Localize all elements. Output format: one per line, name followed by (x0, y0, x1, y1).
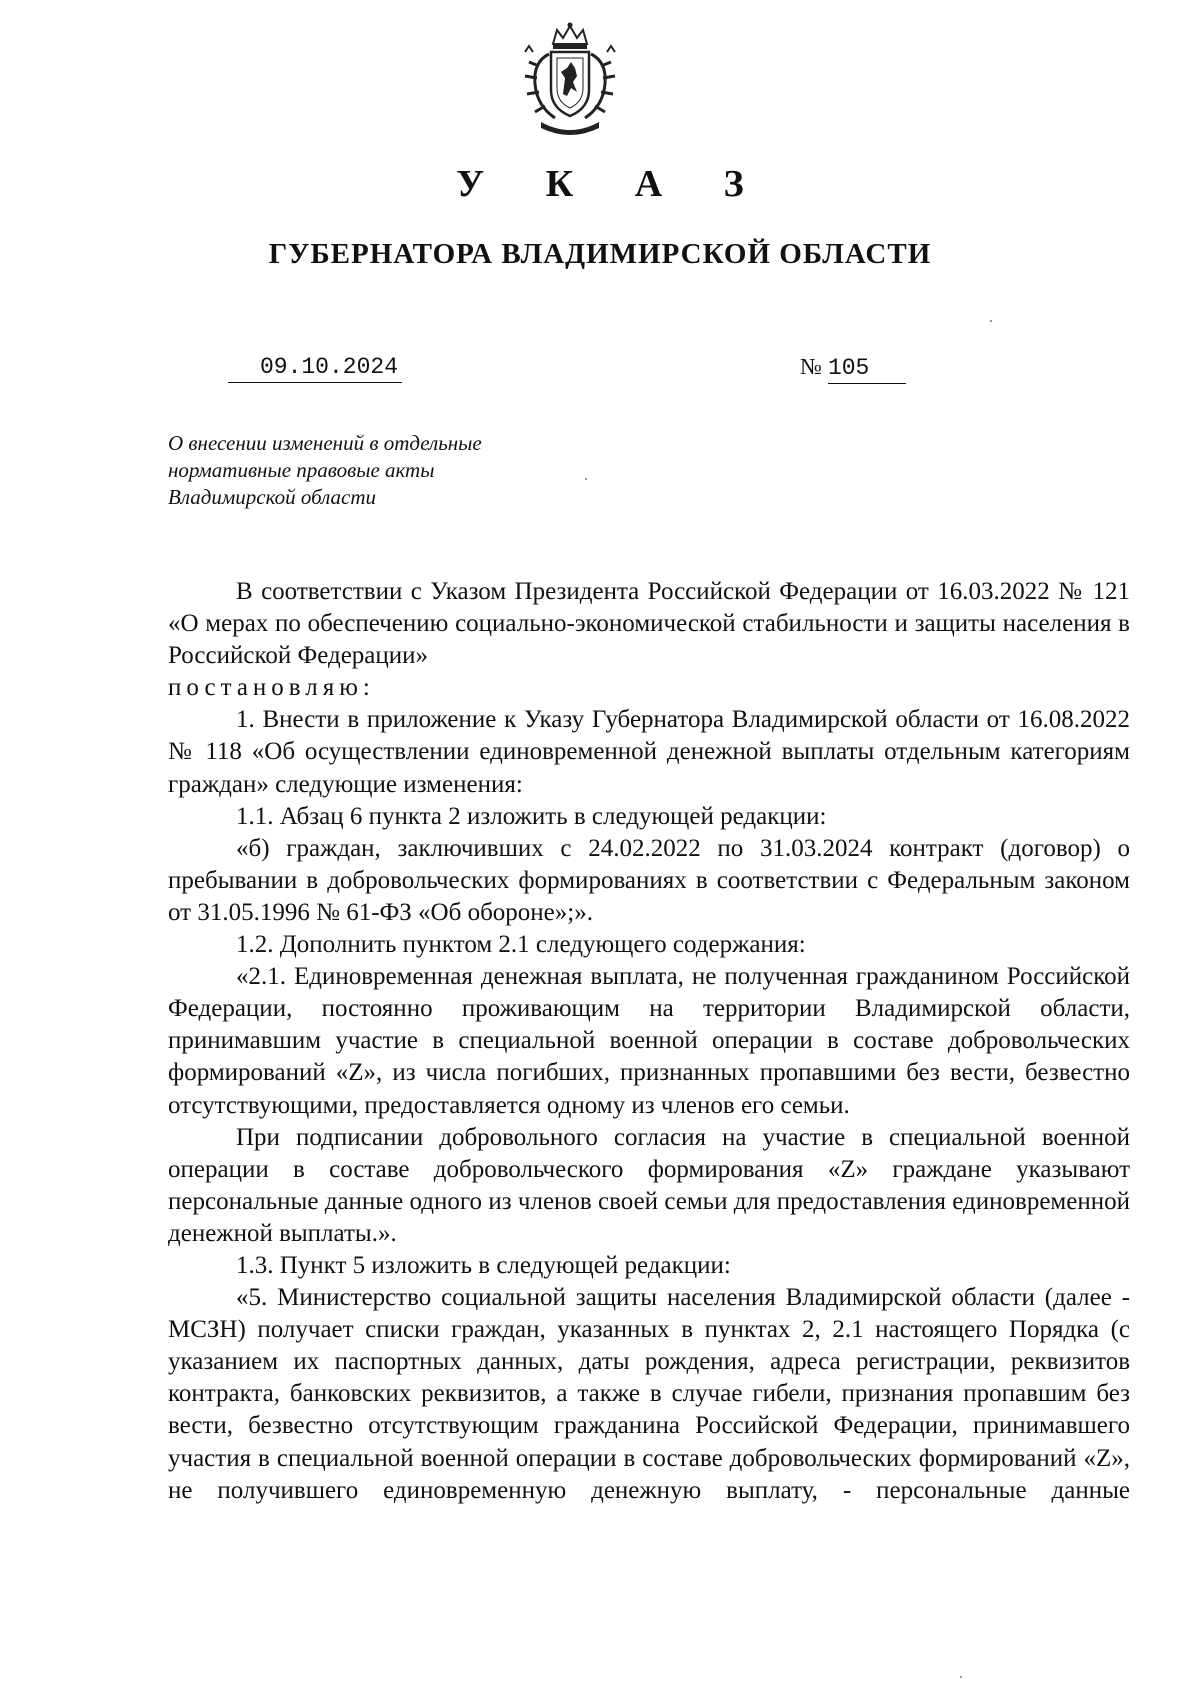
scan-speck (960, 1676, 962, 1678)
body-paragraph: 1.3. Пункт 5 изложить в следующей редакции: (236, 1251, 731, 1279)
body-paragraph: «5. Министерство социальной защиты населения Владимирской области (далее - МСЗН) получает списки граждан, указанных в пунктах 2, 2.1 настоящего Порядка (с указанием их паспортных данных, даты рождения, адреса регистрации, реквизитов контракта, банковских реквизитов, а также в случае гибели, признания пропавшим без вести, безвестно отсутствующим гражданина Российской Федерации, принимавшего участия в специальной военной операции в составе добровольческих формирований «Z», не получившего единовременную денежную выплату, - персональные данные (168, 1284, 1130, 1504)
scan-speck (585, 478, 587, 480)
body-paragraph: 1.2. Дополнить пунктом 2.1 следующего содержания: (236, 931, 806, 959)
scan-speck (990, 320, 992, 322)
body-paragraph: 1. Внести в приложение к Указу Губернатора Владимирской области от 16.08.2022 № 118 «Об осуществлении единовременной денежной выплаты отдельным категориям граждан» следующие изменения: (168, 706, 1130, 798)
document-date: 09.10.2024 (228, 352, 402, 383)
document-number (800, 352, 906, 384)
document-heading (168, 430, 588, 511)
body-paragraph: «2.1. Единовременная денежная выплата, не полученная гражданином Российской Федерации, постоянно проживающим на территории Владимирской области, принимавшим участие в специальной военной операции в составе добровольческих формирований «Z», из числа погибших, признанных пропавшими без вести, безвестно отсутствующими, предоставляется одному из членов его семьи. (168, 963, 1130, 1119)
body-paragraph: При подписании добровольного согласия на участие в специальной военной операции в составе добровольческого формирования «Z» граждане указывают персональные данные одного из членов своей семьи для предоставления единовременной денежной выплаты.». (168, 1123, 1130, 1247)
number-sign: № (800, 354, 822, 379)
heading-line: Владимирской области (168, 485, 377, 509)
heading-line: нормативные правовые акты (168, 458, 435, 482)
number-value: 105 (828, 353, 906, 384)
body-paragraph-decree: постановляю: (168, 674, 375, 702)
coat-of-arms-icon (515, 22, 625, 140)
document-title: У К А З (456, 163, 770, 205)
body-paragraph: В соответствии с Указом Президента Российской Федерации от 16.03.2022 № 121 «О мерах по обеспечению социально-экономической стабильности и защиты населения в Российской Федерации» (168, 578, 1130, 670)
document-subtitle: ГУБЕРНАТОРА ВЛАДИМИРСКОЙ ОБЛАСТИ (268, 238, 932, 270)
heading-line: О внесении изменений в отдельные (168, 431, 482, 455)
document-body (168, 576, 1130, 1507)
body-paragraph: «б) граждан, заключивших с 24.02.2022 по 31.03.2024 контракт (договор) о пребывании в добровольческих формированиях в соответствии с Федеральным законом от 31.05.1996 № 61-ФЗ «Об обороне»;». (168, 834, 1130, 926)
body-paragraph: 1.1. Абзац 6 пункта 2 изложить в следующей редакции: (236, 802, 827, 830)
